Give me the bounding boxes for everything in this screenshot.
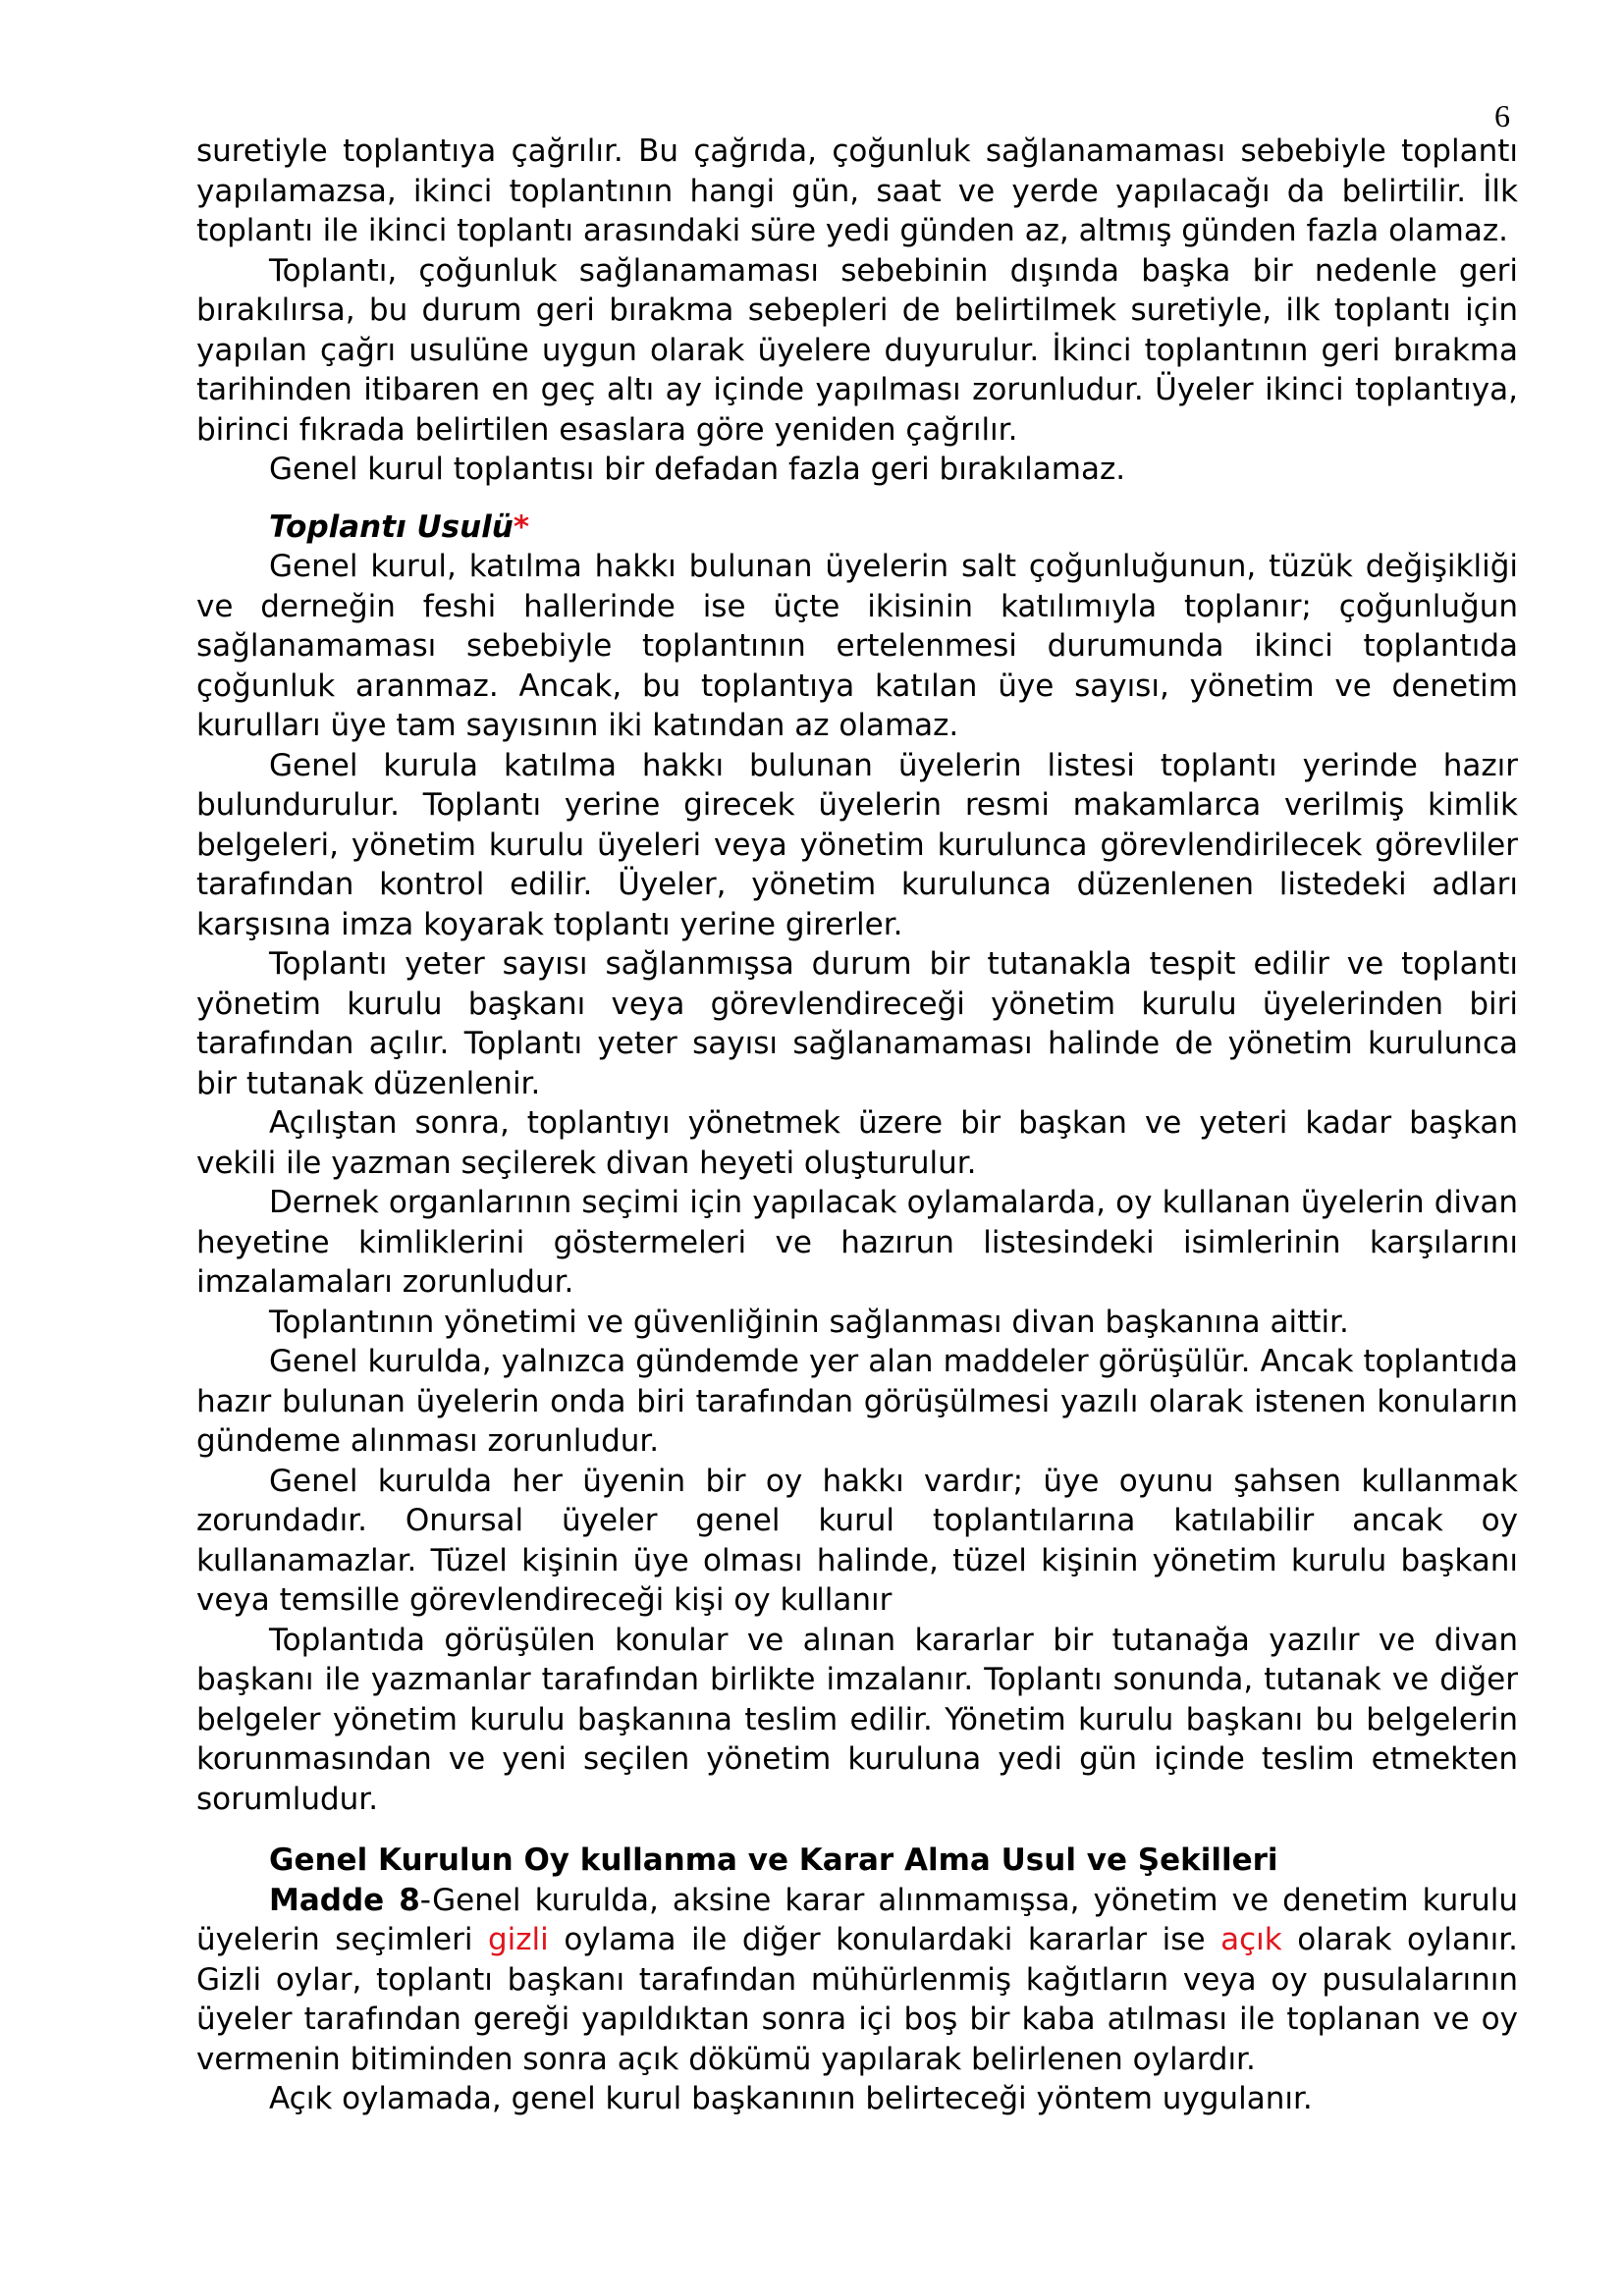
madde-text: olarak oylanır. Gizli oylar, toplantı başkanı tarafından mühürlenmiş kağıtların veya oy pusulalarının üyeler tarafından gereği yapıldıktan sonra içi boş bir kaba atılması ile toplanan ve oy vermenin bitiminden sonra açık dökümü yapılarak belirlenen oylardır. (196, 1922, 1518, 2077)
asterisk-marker: * (513, 508, 530, 545)
highlight-gizli: gizli (487, 1922, 549, 1957)
paragraph: Genel kurulda her üyenin bir oy hakkı vardır; üye oyunu şahsen kullanmak zorundadır. Onursal üyeler genel kurul toplantılarına katılabilir ancak oy kullanamazlar. Tüzel kişinin üye olması halinde, tüzel kişinin yönetim kurulu başkanı veya temsille görevlendireceği kişi oy kullanır (196, 1463, 1518, 1618)
madde-8-paragraph (196, 1881, 1518, 2080)
paragraph: Genel kurula katılma hakkı bulunan üyelerin listesi toplantı yerinde hazır bulundurulur. Toplantı yerine girecek üyelerin resmi makamlarca verilmiş kimlik belgeleri, yönetim kurulu üyeleri veya yönetim kurulunca görevlendirilecek görevliler tarafından kontrol edilir. Üyeler, yönetim kurulunca düzenlenen listedeki adları karşısına imza koyarak toplantı yerine girerler. (196, 747, 1518, 942)
paragraph: Genel kurul, katılma hakkı bulunan üyelerin salt çoğunluğunun, tüzük değişikliği ve derneğin feshi hallerinde ise üçte ikisinin katılımıyla toplanır; çoğunluğun sağlanamaması sebebiyle toplantının ertelenmesi durumunda ikinci toplantıda çoğunluk aranmaz. Ancak, bu toplantıya katılan üye sayısı, yönetim ve denetim kurulları üye tam sayısının iki katından az olamaz. (196, 549, 1518, 743)
paragraph: Açılıştan sonra, toplantıyı yönetmek üzere bir başkan ve yeteri kadar başkan vekili ile yazman seçilerek divan heyeti oluşturulur. (196, 1105, 1518, 1181)
madde-label: Madde 8 (269, 1882, 420, 1918)
madde-text: oylama ile diğer konulardaki kararlar ise (548, 1922, 1221, 1957)
section-title: Toplantı Usulü (269, 508, 514, 545)
paragraph: Toplantı, çoğunluk sağlanamaması sebebinin dışında başka bir nedenle geri bırakılırsa, bu durum geri bırakma sebepleri de belirtilmek suretiyle, ilk toplantı için yapılan çağrı usulüne uygun olarak üyelere duyurulur. İkinci toplantının geri bırakma tarihinden itibaren en geç altı ay içinde yapılması zorunludur. Üyeler ikinci toplantıya, birinci fıkrada belirtilen esaslara göre yeniden çağrılır. (196, 252, 1518, 448)
madde-text: -Genel kurulda, aksine karar alınmamışsa, yönetim ve denetim kurulu üyelerin seçimleri (196, 1882, 1518, 1957)
paragraph: Toplantının yönetimi ve güvenliğinin sağlanması divan başkanına aittir. (269, 1304, 1349, 1340)
highlight-acik: açık (1220, 1922, 1282, 1957)
paragraph: Genel kurul toplantısı bir defadan fazla geri bırakılamaz. (269, 452, 1126, 487)
paragraph: Toplantıda görüşülen konular ve alınan kararlar bir tutanağa yazılır ve divan başkanı ile yazmanlar tarafından birlikte imzalanır. Toplantı sonunda, tutanak ve diğer belgeler yönetim kurulu başkanına teslim edilir. Yönetim kurulu başkanı bu belgelerin korunmasından ve yeni seçilen yönetim kuruluna yedi gün içinde teslim etmekten sorumludur. (196, 1622, 1518, 1817)
document-body (196, 132, 1518, 2119)
paragraph: Açık oylamada, genel kurul başkanının belirteceği yöntem uygulanır. (269, 2081, 1313, 2116)
page-number: 6 (1494, 98, 1510, 133)
section-heading-toplanti-usulu (196, 507, 1518, 548)
paragraph: Dernek organlarının seçimi için yapılacak oylamalarda, oy kullanan üyelerin divan heyetine kimliklerini göstermeleri ve hazırun listesindeki isimlerinin karşılarını imzalamaları zorunludur. (196, 1185, 1518, 1300)
paragraph: Toplantı yeter sayısı sağlanmışsa durum bir tutanakla tespit edilir ve toplantı yönetim kurulu başkanı veya görevlendireceği yönetim kurulu üyelerinden biri tarafından açılır. Toplantı yeter sayısı sağlanamaması halinde de yönetim kurulunca bir tutanak düzenlenir. (196, 946, 1518, 1101)
paragraph: Genel kurulda, yalnızca gündemde yer alan maddeler görüşülür. Ancak toplantıda hazır bulunan üyelerin onda biri tarafından görüşülmesi yazılı olarak istenen konuların gündeme alınması zorunludur. (196, 1344, 1518, 1459)
paragraph: suretiyle toplantıya çağrılır. Bu çağrıda, çoğunluk sağlanamaması sebebiyle toplantı yapılamazsa, ikinci toplantının hangi gün, saat ve yerde yapılacağı da belirtilir. İlk toplantı ile ikinci toplantı arasındaki süre yedi günden az, altmış günden fazla olamaz. (196, 133, 1518, 248)
section-heading-oy-kullanma: Genel Kurulun Oy kullanma ve Karar Alma Usul ve Şekilleri (269, 1842, 1278, 1878)
